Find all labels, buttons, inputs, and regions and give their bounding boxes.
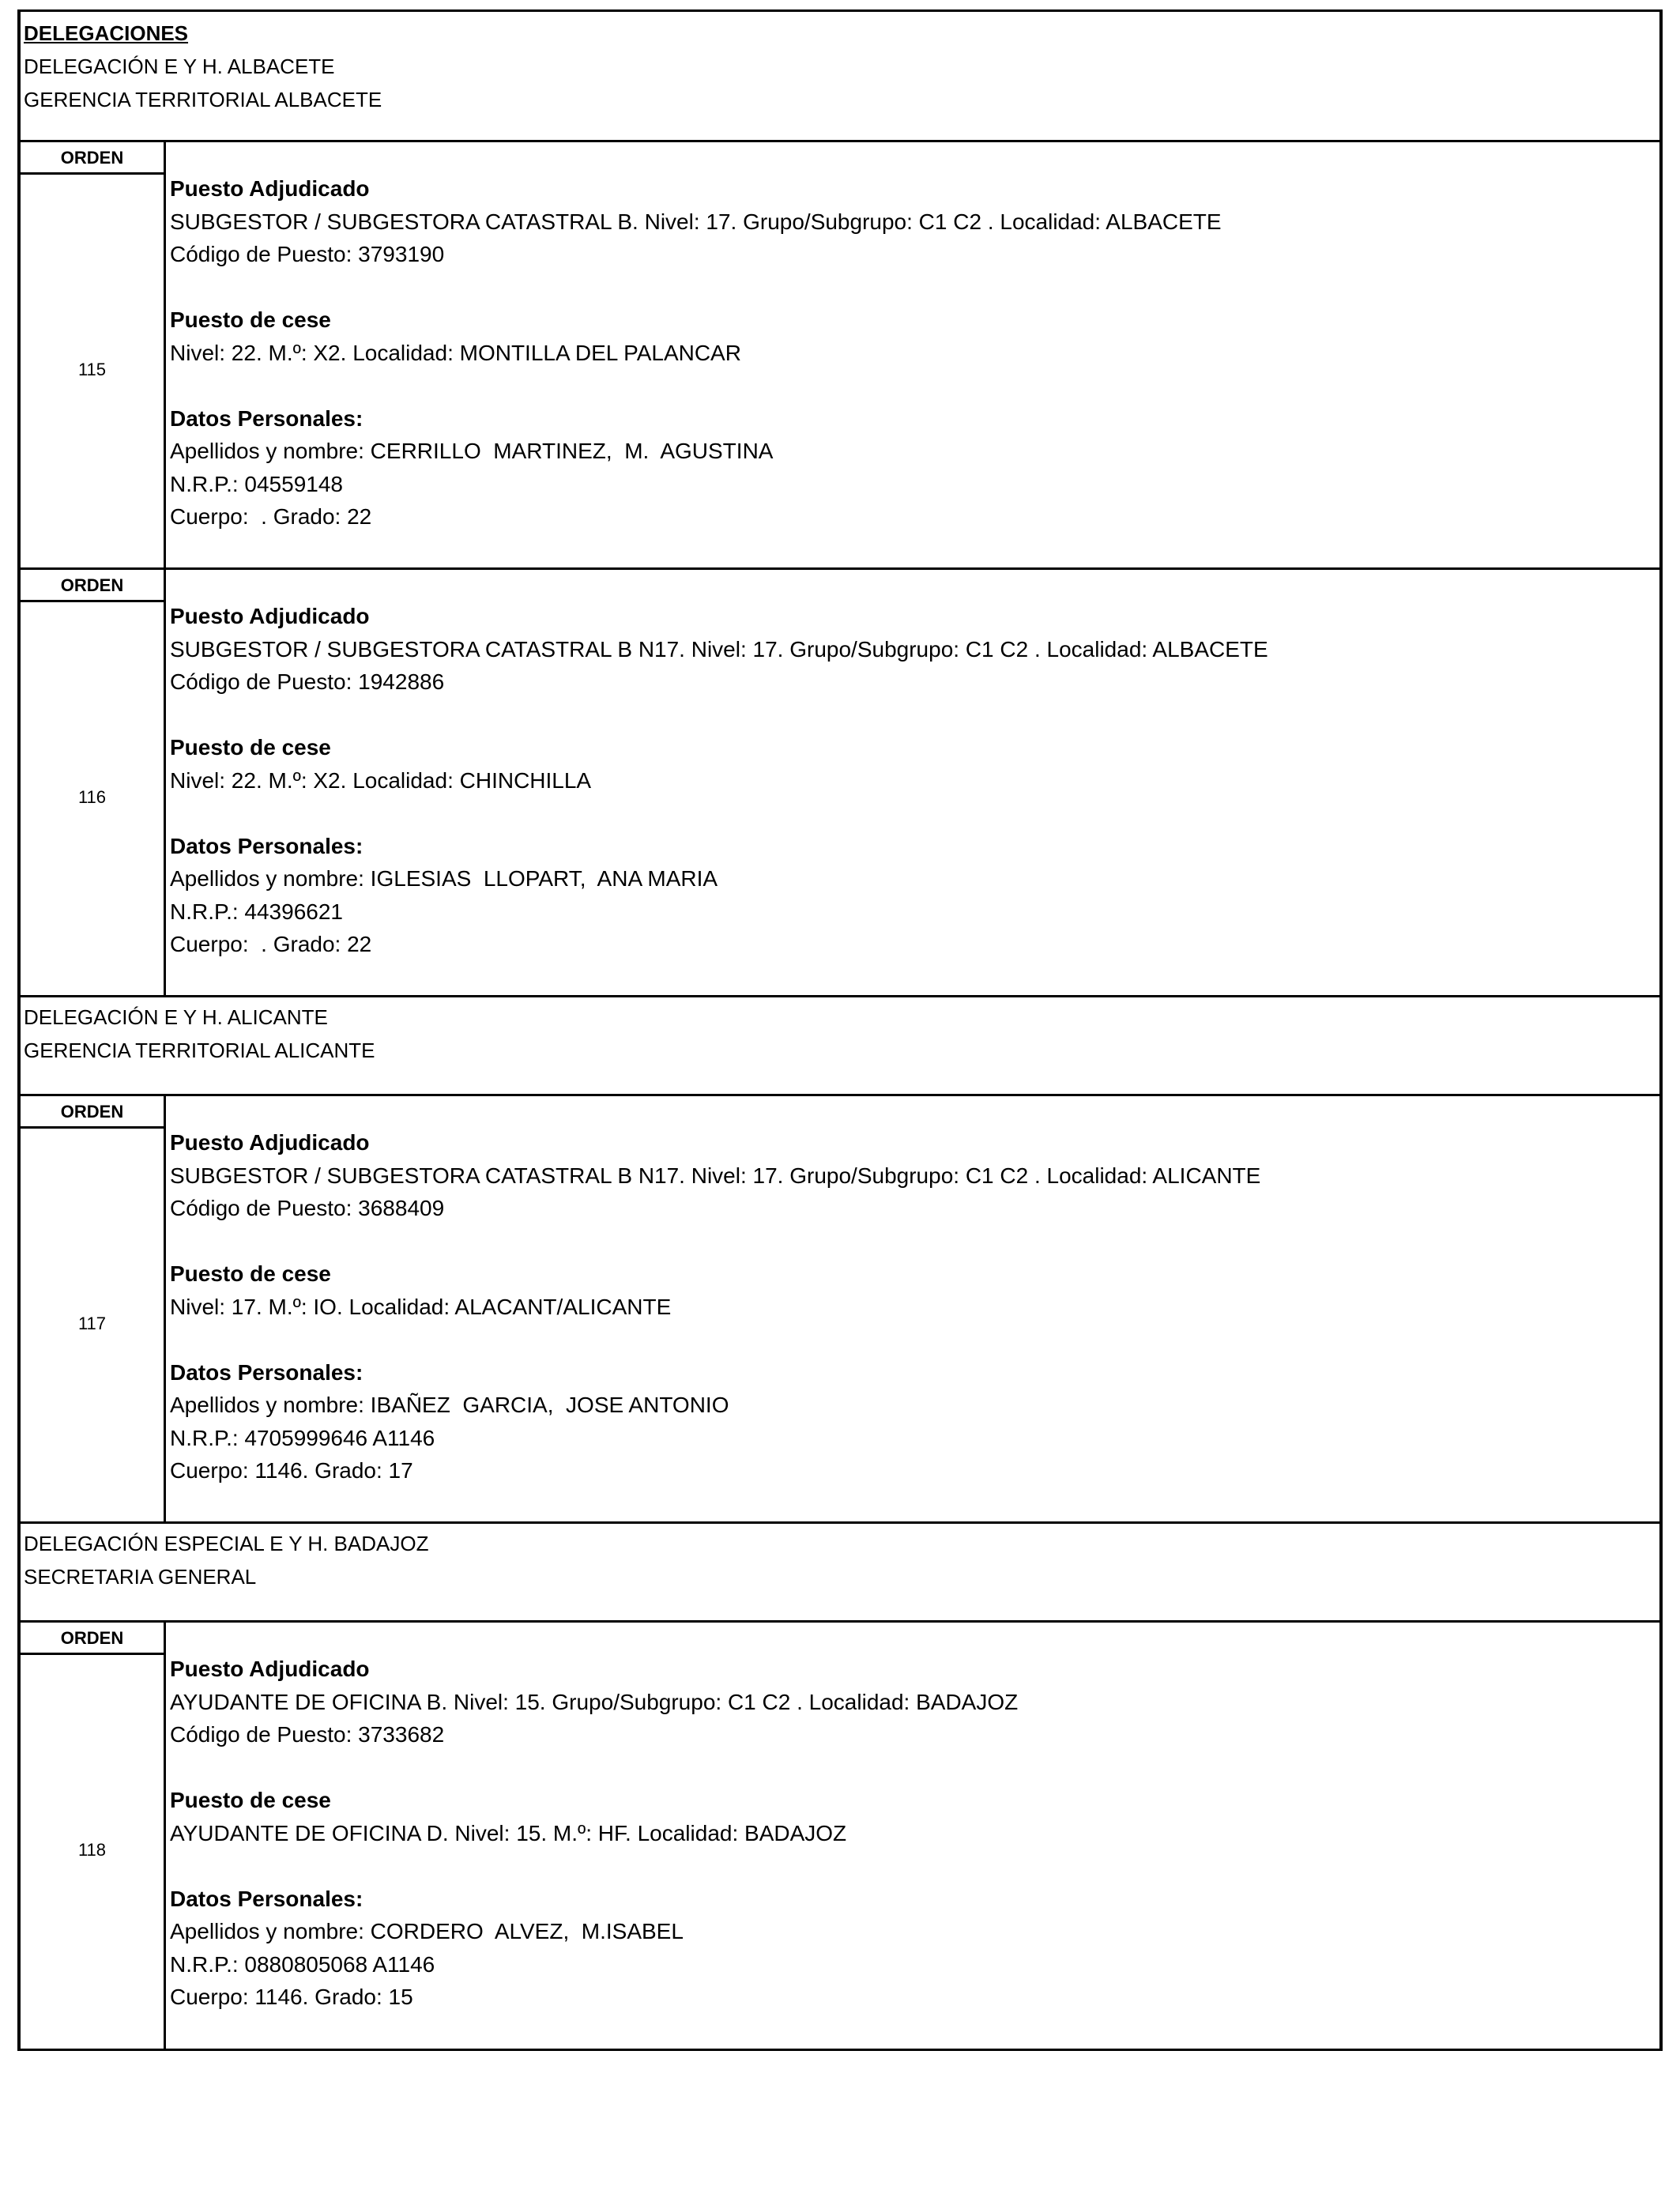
orden-number: 115 (77, 359, 107, 379)
puesto-cese-label: Puesto de cese (170, 1788, 331, 1812)
datos-personales-label: Datos Personales: (170, 1886, 363, 1911)
puesto-cese-value: Nivel: 17. M.º: IO. Localidad: ALACANT/ALICANTE (170, 1294, 672, 1319)
puesto-adjudicado-value: SUBGESTOR / SUBGESTORA CATASTRAL B. Nivel: 17. Grupo/Subgrupo: C1 C2 . Localidad: ALBACETE (170, 209, 1222, 234)
cuerpo-grado: Cuerpo: . Grado: 22 (170, 504, 372, 529)
entry-details (166, 142, 1659, 567)
orden-number: 116 (77, 786, 107, 807)
puesto-cese-value: AYUDANTE DE OFICINA D. Nivel: 15. M.º: HF. Localidad: BADAJOZ (170, 1820, 847, 1845)
section-header-badajoz (21, 1524, 1659, 1623)
nrp: N.R.P.: 4705999646 A1146 (170, 1425, 435, 1450)
orden-label: ORDEN (21, 142, 164, 175)
delegation-name: DELEGACIÓN E Y H. ALBACETE (24, 55, 335, 78)
cuerpo-grado: Cuerpo: . Grado: 22 (170, 932, 372, 956)
puesto-adjudicado-label: Puesto Adjudicado (170, 1657, 370, 1681)
delegation-name: DELEGACIÓN ESPECIAL E Y H. BADAJOZ (24, 1532, 429, 1555)
datos-personales-label: Datos Personales: (170, 833, 363, 858)
entry-details (166, 1623, 1659, 2049)
apellidos-nombre: Apellidos y nombre: CORDERO ALVEZ, M.ISABEL (170, 1919, 684, 1943)
orden-label: ORDEN (21, 1096, 164, 1129)
puesto-cese-label: Puesto de cese (170, 735, 331, 760)
gerencia-name: GERENCIA TERRITORIAL ALICANTE (24, 1039, 375, 1062)
document-title: DELEGACIONES (24, 21, 189, 45)
orden-column (21, 570, 166, 995)
orden-column (21, 142, 166, 567)
apellidos-nombre: Apellidos y nombre: CERRILLO MARTINEZ, M. AGUSTINA (170, 439, 774, 463)
apellidos-nombre: Apellidos y nombre: IGLESIAS LLOPART, ANA MARIA (170, 866, 718, 891)
nrp: N.R.P.: 0880805068 A1146 (170, 1951, 435, 1977)
cuerpo-grado: Cuerpo: 1146. Grado: 17 (170, 1458, 413, 1483)
datos-personales-label: Datos Personales: (170, 405, 363, 431)
cuerpo-grado: Cuerpo: 1146. Grado: 15 (170, 1985, 413, 2009)
entry-details (166, 1096, 1659, 1521)
entry-row (21, 1096, 1659, 1524)
document-table (17, 9, 1663, 2051)
orden-label: ORDEN (21, 570, 164, 602)
gerencia-name: GERENCIA TERRITORIAL ALBACETE (24, 88, 382, 111)
orden-number: 118 (77, 1840, 107, 1860)
entry-row (21, 142, 1659, 570)
puesto-cese-label: Puesto de cese (170, 307, 331, 332)
orden-number: 117 (77, 1313, 107, 1333)
apellidos-nombre: Apellidos y nombre: IBAÑEZ GARCIA, JOSE ANTONIO (170, 1393, 729, 1417)
orden-column (21, 1096, 166, 1521)
entry-details (166, 570, 1659, 995)
nrp: N.R.P.: 44396621 (170, 899, 343, 924)
puesto-adjudicado-label: Puesto Adjudicado (170, 176, 370, 201)
entry-row (21, 570, 1659, 997)
puesto-adjudicado-label: Puesto Adjudicado (170, 604, 370, 628)
puesto-cese-value: Nivel: 22. M.º: X2. Localidad: CHINCHILLA (170, 767, 592, 793)
codigo-puesto: Código de Puesto: 3793190 (170, 242, 445, 266)
section-header-albacete (21, 12, 1659, 142)
orden-label: ORDEN (21, 1623, 164, 1655)
entry-row (21, 1623, 1659, 2049)
puesto-adjudicado-value: SUBGESTOR / SUBGESTORA CATASTRAL B N17. Nivel: 17. Grupo/Subgrupo: C1 C2 . Localidad: ALBACETE (170, 636, 1268, 662)
unit-name: SECRETARIA GENERAL (24, 1565, 257, 1589)
orden-column (21, 1623, 166, 2049)
codigo-puesto: Código de Puesto: 3688409 (170, 1196, 445, 1220)
datos-personales-label: Datos Personales: (170, 1359, 363, 1385)
puesto-cese-label: Puesto de cese (170, 1261, 331, 1286)
puesto-adjudicado-value: SUBGESTOR / SUBGESTORA CATASTRAL B N17. Nivel: 17. Grupo/Subgrupo: C1 C2 . Localidad: ALICANTE (170, 1163, 1261, 1188)
puesto-adjudicado-label: Puesto Adjudicado (170, 1130, 370, 1155)
codigo-puesto: Código de Puesto: 3733682 (170, 1722, 445, 1747)
delegation-name: DELEGACIÓN E Y H. ALICANTE (24, 1005, 328, 1029)
puesto-adjudicado-value: AYUDANTE DE OFICINA B. Nivel: 15. Grupo/Subgrupo: C1 C2 . Localidad: BADAJOZ (170, 1689, 1019, 1714)
section-header-alicante (21, 997, 1659, 1096)
codigo-puesto: Código de Puesto: 1942886 (170, 669, 445, 694)
puesto-cese-value: Nivel: 22. M.º: X2. Localidad: MONTILLA DEL PALANCAR (170, 340, 741, 365)
nrp: N.R.P.: 04559148 (170, 471, 343, 496)
